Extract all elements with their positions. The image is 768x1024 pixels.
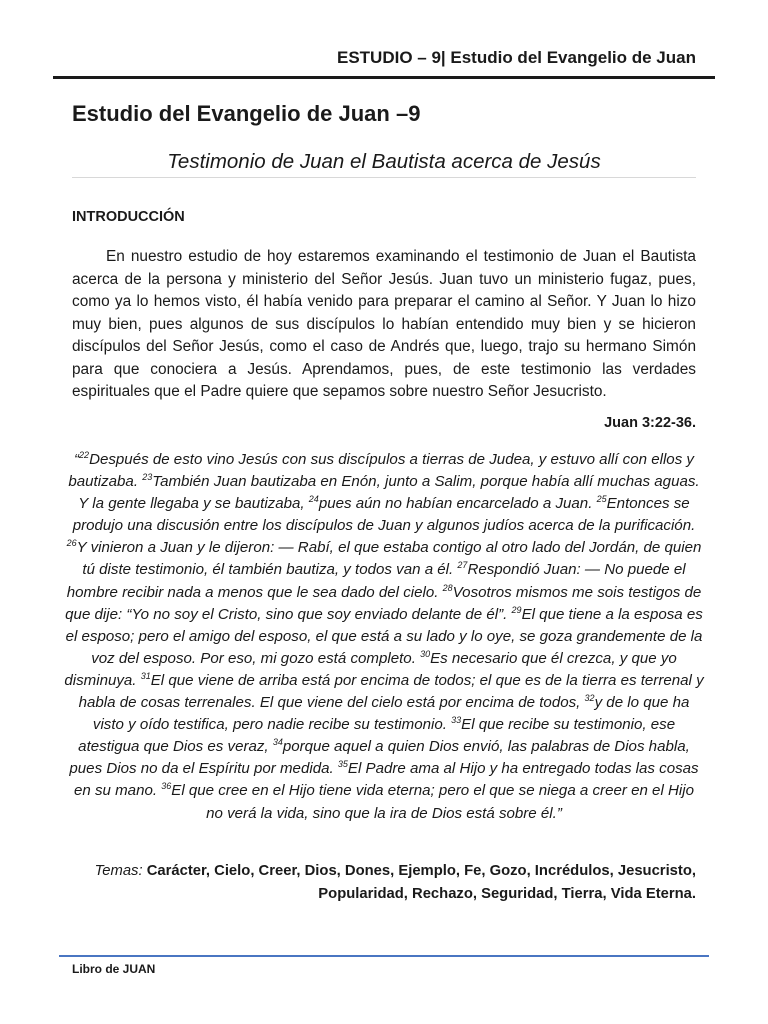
verse-text: Es necesario que él crezca, y que yo disminuya. xyxy=(64,649,677,689)
verse-text: El que recibe su testimonio, ese atestigua que Dios es veraz, xyxy=(78,716,676,756)
open-quote: “ xyxy=(74,451,80,468)
verse-text: El que tiene a la esposa es el esposo; pero el amigo del esposo, el que está a su lado y lo oye, se goza grandemente de la voz del esposo. Por eso, mi gozo está completo. xyxy=(65,605,703,667)
section-heading: INTRODUCCIÓN xyxy=(72,209,185,225)
verse-number: 29 xyxy=(511,604,522,615)
footer-divider xyxy=(59,955,709,957)
verse-text: porque aquel a quien Dios envió, las palabras de Dios habla, pues Dios no da el Espíritu por medida. xyxy=(69,738,690,778)
themes-list: Carácter, Cielo, Creer, Dios, Dones, Ejemplo, Fe, Gozo, Incrédulos, Jesucristo, Popularidad, Rechazo, Seguridad, Tierra, Vida Eterna. xyxy=(146,863,696,902)
header-divider xyxy=(53,76,715,79)
verse-number: 31 xyxy=(140,670,151,681)
verse-text: Después de esto vino Jesús con sus discípulos a tierras de Judea, y estuvo allí con ellos y bautizaba. xyxy=(68,451,694,491)
verse-text: Y vinieron a Juan y le dijeron: — Rabí, el que estaba contigo al otro lado del Jordán, de quien tú diste testimonio, él también bautiza, y todos van a él. xyxy=(76,539,702,579)
scripture-reference: Juan 3:22-36. xyxy=(604,415,696,431)
verse-text: pues aún no habían encarcelado a Juan. xyxy=(318,495,597,513)
document-title: Estudio del Evangelio de Juan –9 xyxy=(72,101,421,126)
verse-number: 32 xyxy=(584,693,595,703)
verse-text: El que viene de arriba está por encima de todos; el que es de la tierra es terrenal y habla de cosas terrenales. El que viene del cielo está por encima de todos, xyxy=(78,671,704,712)
close-quote: ” xyxy=(556,804,562,822)
footer-book-label: Libro de JUAN xyxy=(72,962,156,976)
verse-text: y de lo que ha visto y oído testifica, pero nadie recibe su testimonio. xyxy=(92,694,690,734)
page-header-title: ESTUDIO – 9| Estudio del Evangelio de Juan xyxy=(336,48,696,67)
verse-number: 34 xyxy=(272,737,283,748)
intro-paragraph: En nuestro estudio de hoy estaremos examinando el testimonio de Juan el Bautista acerca de la persona y ministerio del Señor Jesús. Juan tuvo un ministerio fugaz, pues, como ya lo hemos visto, él había venido para preparar el camino al Señor. Y Juan lo hizo muy bien, pues algunos de sus discípulos lo habían entendido muy bien y se hicieron discípulos del Señor Jesús, como el caso de Andrés que, luego, trajo su hermano Simón para que conociera a Jesús. Aprendamos, pues, de este testimonio las verdades espirituales que el Padre quiere que sepamos sobre nuestro Señor Jesucristo. xyxy=(72,248,696,400)
verse-text: Vosotros mismos me sois testigos de que dije: “Yo no soy el Cristo, sino que soy enviado delante de él”. xyxy=(65,583,702,623)
verse-number: 33 xyxy=(451,715,462,726)
verse-text: El que cree en el Hijo tiene vida eterna; pero el que se niega a creer en el Hijo no verá la vida, sino que la ira de Dios está sobre él. xyxy=(171,782,694,822)
verse-text: El Padre ama al Hijo y ha entregado todas las cosas en su mano. xyxy=(73,760,699,800)
verse-number: 25 xyxy=(596,494,607,505)
verse-number: 22 xyxy=(79,449,90,460)
verse-text: Respondió Juan: — No puede el hombre recibir nada a menos que le sea dado del cielo. xyxy=(66,561,686,601)
verse-number: 36 xyxy=(161,781,172,792)
verse-number: 24 xyxy=(308,494,319,505)
themes-label: Temas: xyxy=(94,863,143,879)
verse-text: También Juan bautizaba en Enón, junto a Salim, porque había allí muchas aguas. Y la gente llegaba y se bautizaba, xyxy=(78,473,700,513)
verse-text: Entonces se produjo una discusión entre los discípulos de Juan y algunos judíos acerca de la purificación. xyxy=(72,495,696,535)
verse-number: 23 xyxy=(142,472,153,483)
verse-number: 35 xyxy=(337,759,348,770)
verse-number: 26 xyxy=(66,538,77,549)
document-subtitle: Testimonio de Juan el Bautista acerca de Jesús xyxy=(167,150,601,173)
subtitle-divider xyxy=(72,177,696,178)
verse-number: 27 xyxy=(457,560,468,571)
themes-line xyxy=(72,860,696,906)
scripture-passage xyxy=(64,449,704,825)
verse-number: 30 xyxy=(420,648,431,659)
verse-number: 28 xyxy=(442,582,453,593)
